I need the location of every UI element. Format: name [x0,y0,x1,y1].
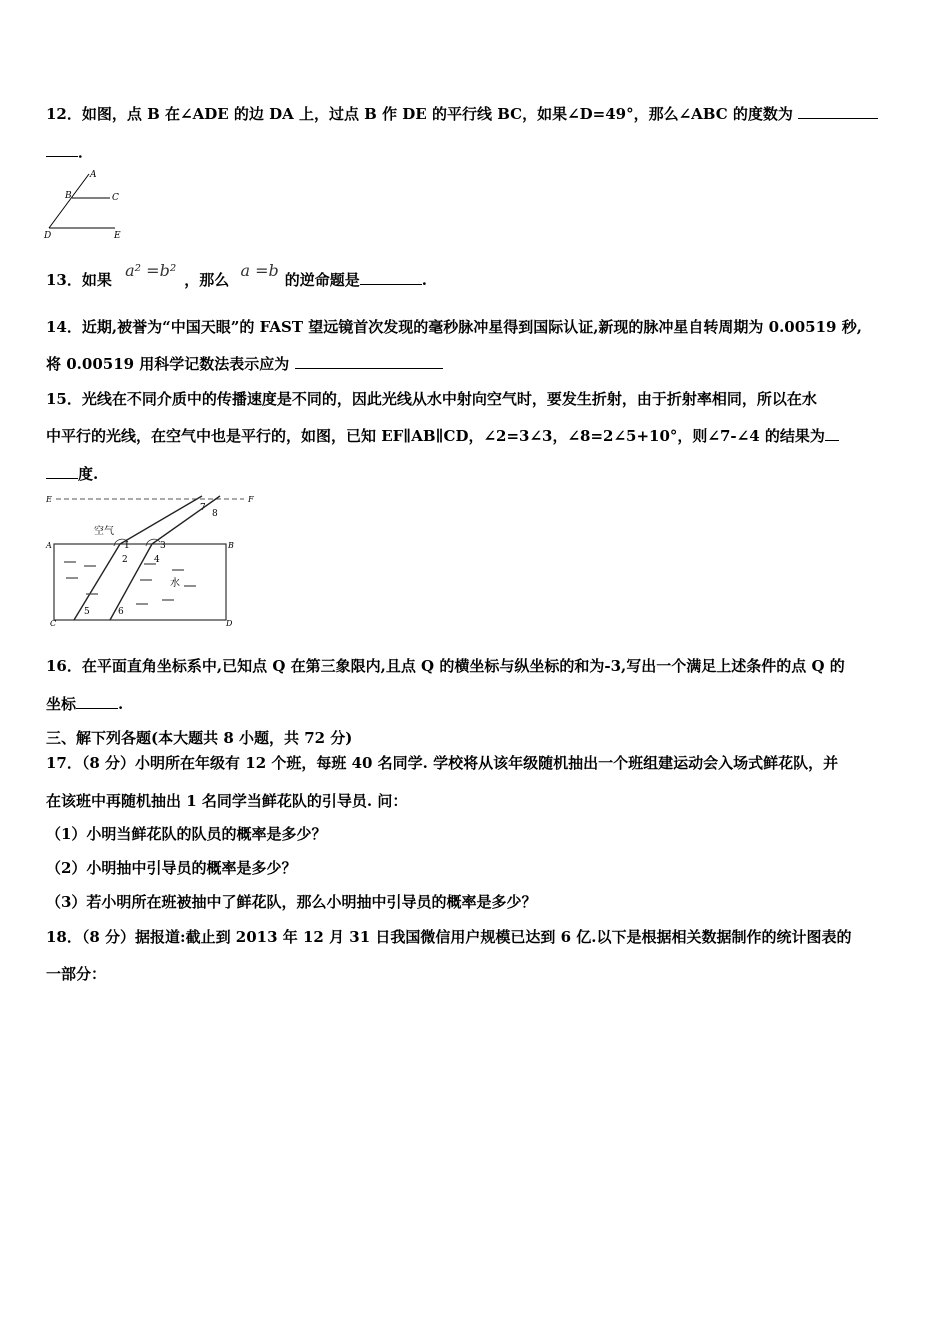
q13-math-a: a² =b² [125,261,177,280]
q17-sub1: （1）小明当鲜花队的队员的概率是多少？ [46,825,327,843]
q13-answer-blank[interactable] [360,270,422,285]
q13-number: 13． [46,271,82,289]
q18-number: 18． [46,928,82,946]
q12-label-e: E [114,231,121,240]
q17-sub2: （2）小明抽中引导员的概率是多少？ [46,859,297,877]
q13-line [46,261,428,290]
q12-end: ． [78,143,94,161]
q13-text-c: 的逆命题是 [284,271,360,289]
q16-line1 [46,656,845,676]
q15-angle-4: 4 [154,555,160,565]
q15-label-a: A [46,541,52,550]
q15-angle-1: 1 [124,541,130,551]
q15-text-line1: 光线在不同介质中的传播速度是不同的，因此光线从水中射向空气时，要发生折射，由于折射率相同，所以在水 [81,390,817,408]
q15-angle-8: 8 [212,509,218,519]
q15-label-f: F [248,495,254,504]
q15-line2 [46,426,839,446]
q13-text-a: 如果 [81,271,112,289]
q12-label-b: B [65,191,72,201]
q13-end: . [421,271,428,289]
q14-answer-blank[interactable] [295,354,443,369]
q15-end: 度. [78,465,99,483]
q18-line1 [46,927,852,947]
q18-line2: 一部分： [46,965,107,983]
q14-line1 [46,317,862,337]
q15-label-water: 水 [170,578,180,589]
q18-text-line1: （8 分）据报道:截止到 2013 年 12 月 31 日我国微信用户规模已达到 6 亿.以下是根据相关数据制作的统计图表的 [81,928,852,946]
q15-label-d: D [226,619,233,628]
q12-answer-blank[interactable] [798,104,878,119]
q15-label-e: E [46,495,52,504]
q12-label-c: C [112,193,119,203]
q14-text-line1: 近期,被誉为“中国天眼”的 FAST 望远镜首次发现的毫秒脉冲星得到国际认证,新现的脉冲星自转周期为 0.00519 秒, [81,318,862,336]
q15-text-line2: 中平行的光线，在空气中也是平行的，如图，已知 EF∥AB∥CD，∠2=3∠3，∠8=2∠5+10°，则∠7-∠4 的结果为 [46,427,825,445]
q15-label-c: C [50,619,57,628]
q16-line2 [46,694,123,714]
q15-angle-5: 5 [84,607,90,617]
q16-number: 16． [46,657,82,675]
q16-end: . [118,695,124,713]
q15-line1 [46,389,817,409]
q16-text-line1: 在平面直角坐标系中,已知点 Q 在第三象限内,且点 Q 的横坐标与纵坐标的和为-3,写出一个满足上述条件的点 Q 的 [81,657,845,675]
q17-number: 17． [46,754,82,772]
q13-text-b: ，那么 [184,271,230,289]
q15-answer-blank-cont[interactable] [46,464,78,479]
q12-line2 [46,142,93,162]
q17-line2: 在该班中再随机抽出 1 名同学当鲜花队的引导员. 问： [46,792,408,810]
q13-math-b: a =b [240,261,279,280]
q12-line1 [46,104,878,124]
q17-line1 [46,753,838,773]
q15-ray-left [74,496,202,620]
q15-angle-7: 7 [200,503,206,513]
q15-water-box [54,544,226,620]
q12-text: 如图，点 B 在∠ADE 的边 DA 上，过点 B 作 DE 的平行线 BC，如果∠D=49°，那么∠ABC 的度数为 [81,105,793,123]
q15-label-b: B [228,541,234,550]
q15-number: 15． [46,390,82,408]
section3-heading: 三、解下列各题(本大题共 8 小题，共 72 分) [46,729,353,747]
q15-line3 [46,464,98,484]
q16-text-line2: 坐标 [46,695,77,713]
q15-angle-2: 2 [122,555,128,565]
q14-number: 14． [46,318,82,336]
q12-number: 12． [46,105,82,123]
q12-figure [40,168,130,240]
q14-text-line2: 将 0.00519 用科学记数法表示应为 [46,355,290,373]
q12-line-da [49,174,89,228]
q15-label-air: 空气 [94,526,114,537]
q15-figure [44,494,262,628]
q12-label-a: A [90,170,97,180]
q16-answer-blank[interactable] [76,694,118,709]
q14-line2 [46,354,443,374]
q15-answer-blank[interactable] [825,426,839,441]
q17-text-line1: （8 分）小明所在年级有 12 个班，每班 40 名同学. 学校将从该年级随机抽出一个班组建运动会入场式鲜花队，并 [81,754,839,772]
q12-answer-blank-cont[interactable] [46,142,78,157]
q15-angle-6: 6 [118,607,124,617]
q17-sub3: （3）若小明所在班被抽中了鲜花队，那么小明抽中引导员的概率是多少？ [46,893,537,911]
q12-label-d: D [44,231,52,240]
q15-angle-3: 3 [160,541,166,551]
